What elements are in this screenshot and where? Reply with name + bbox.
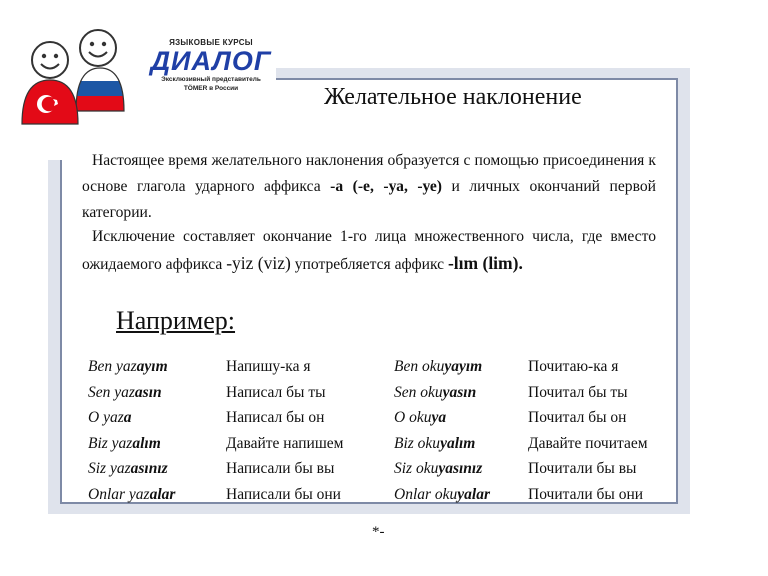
paragraph-exception [82, 224, 656, 278]
table-row: Onlar okuyalar [394, 485, 491, 503]
table-row: Почитал бы он [528, 409, 627, 427]
exception-mid: употребляется аффикс [290, 256, 448, 273]
example-heading: Например: [116, 306, 236, 335]
table-row: Ben yazayım [88, 358, 168, 375]
column-yaz [88, 354, 175, 508]
table-row: Biz yazalım [88, 434, 161, 452]
logo-subtitle-2: TÖMER в России [183, 85, 239, 92]
smiley-figures-icon [18, 16, 148, 136]
logo-brand: ДИАЛОГ [150, 46, 272, 76]
table-row: O okuya [394, 409, 447, 427]
table-row: Sen okuyasın [394, 383, 477, 401]
table-row: Почитаю-ка я [528, 358, 619, 375]
table-row: Почитали бы они [528, 485, 644, 503]
slide-footer: *- [372, 524, 385, 540]
column-oku-translation [528, 354, 648, 508]
rule-text: Настоящее время желательного наклонения образуется с помощью присоединения к основе глагола ударного аффикса [82, 152, 656, 195]
table-row: Давайте почитаем [528, 434, 648, 452]
table-row: Biz okuyalım [394, 434, 476, 452]
table-row: Написал бы ты [226, 383, 326, 401]
table-row: Siz okuyasınız [394, 460, 483, 478]
rule-tail: и личных окончаний первой категории. [82, 178, 656, 221]
table-row: Давайте напишем [226, 434, 344, 452]
table-row: Onlar yazalar [88, 485, 176, 503]
column-yaz-translation [226, 354, 343, 508]
table-row: Ben okuyayım [394, 358, 483, 375]
table-row: O yaza [88, 409, 132, 427]
logo-tagline: ЯЗЫКОВЫЕ КУРСЫ [169, 38, 253, 47]
table-row: Siz yazasınız [88, 460, 168, 478]
slide-title: Желательное наклонение [324, 84, 582, 110]
table-row: Написали бы они [226, 485, 341, 503]
paragraph-rule [82, 148, 656, 226]
rule-affix: -а (-е, -уа, -уе) [330, 178, 442, 195]
table-row: Написали бы вы [226, 460, 335, 478]
table-row: Sen yazasın [88, 383, 162, 401]
logo-subtitle-1: Эксклюзивный представитель [161, 76, 261, 83]
table-row: Почитал бы ты [528, 383, 628, 401]
expected-affix: -yiz (viz) [226, 253, 291, 273]
exception-text: Исключение составляет окончание 1-го лица множественного числа, где вместо ожидаемого аффикса [82, 228, 656, 273]
actual-affix: -lım (lim). [447, 253, 523, 273]
table-row: Почитали бы вы [528, 460, 637, 478]
dialog-logo [18, 16, 272, 136]
logo-text [146, 38, 276, 93]
table-row: Написал бы он [226, 409, 325, 427]
table-row: Напишу-ка я [226, 358, 311, 375]
column-oku [394, 354, 490, 508]
